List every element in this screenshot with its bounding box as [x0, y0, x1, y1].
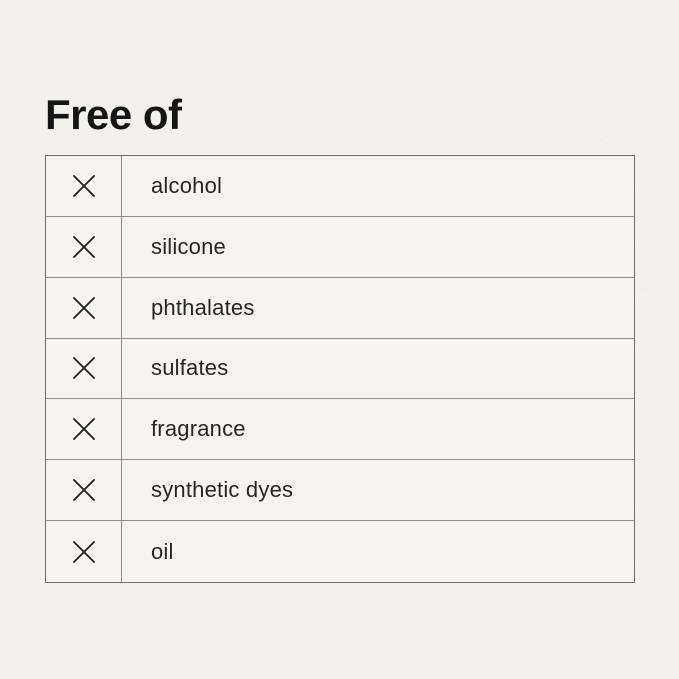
- ingredient-label: fragrance: [151, 416, 246, 442]
- page-title: Free of: [45, 91, 182, 138]
- table-row: [46, 156, 634, 217]
- table-row: [46, 521, 634, 582]
- x-mark-icon: [71, 173, 97, 199]
- icon-cell: [46, 156, 122, 216]
- icon-cell: [46, 399, 122, 459]
- x-mark-icon: [71, 477, 97, 503]
- table-row: [46, 399, 634, 460]
- ingredient-label: sulfates: [151, 355, 229, 381]
- x-mark-icon: [71, 295, 97, 321]
- table-row: [46, 217, 634, 278]
- icon-cell: [46, 521, 122, 582]
- icon-cell: [46, 217, 122, 277]
- ingredient-label: silicone: [151, 233, 226, 259]
- ingredient-label: alcohol: [151, 172, 223, 198]
- x-mark-icon: [71, 539, 97, 565]
- icon-cell: [46, 460, 122, 520]
- ingredient-label: phthalates: [151, 294, 255, 320]
- table-row: [46, 278, 634, 339]
- x-mark-icon: [71, 416, 97, 442]
- ingredient-label: oil: [151, 538, 174, 564]
- icon-cell: [46, 339, 122, 399]
- table-row: [46, 339, 634, 400]
- x-mark-icon: [71, 355, 97, 381]
- table-row: [46, 460, 634, 521]
- icon-cell: [46, 278, 122, 338]
- ingredient-label: synthetic dyes: [151, 477, 294, 503]
- x-mark-icon: [71, 234, 97, 260]
- free-of-table: [45, 155, 635, 583]
